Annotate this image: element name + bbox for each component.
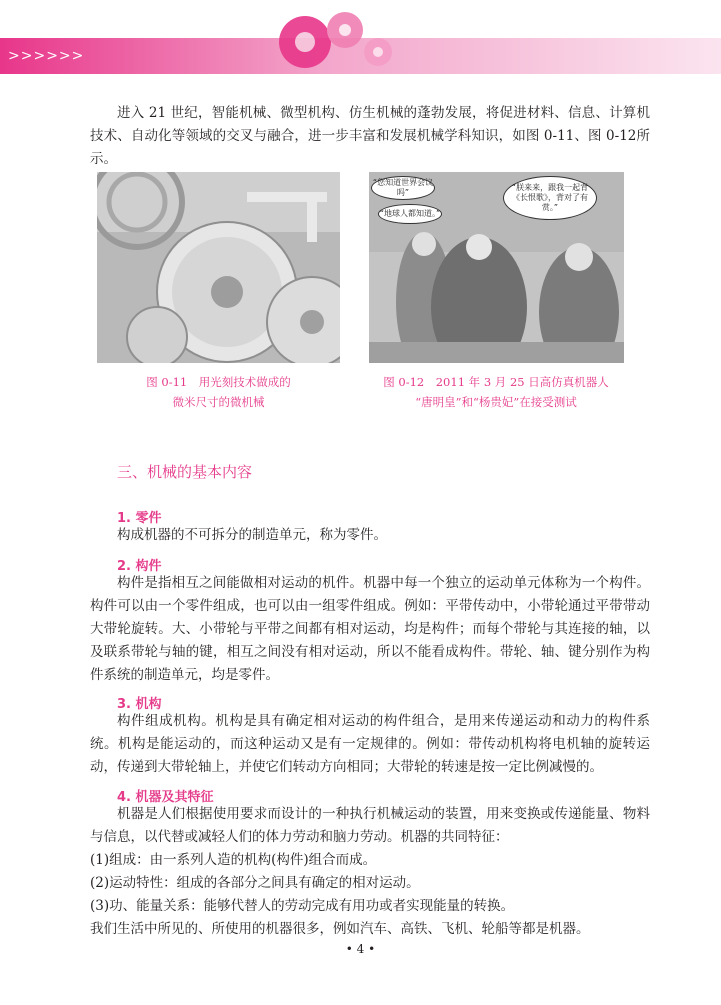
speech-bubble-2: “地球人都知道。” xyxy=(378,204,442,224)
figure-0-12-caption-line1: 图 0-12 2011 年 3 月 25 日高仿真机器人 xyxy=(383,375,609,389)
members-text: 构件是指相互之间能做相对运动的机件。机器中每一个独立的运动单元体称为一个构件。构件可以由一个零件组成，也可以由一组零件组成。例如：平带传动中，小带轮通过平带带动大带轮旋转。大、小带轮与平带之间都有相对运动，均是构件；而每个带轮与其连接的轴，以及联系带轮与轴的键，相互之间没有相对运动，所以不能看成构件。带轮、轴、键分别作为构件系统的制造单元，均是零件。 xyxy=(90,575,650,683)
machine-examples: 我们生活中所见的、所使用的机器很多，例如汽车、高铁、飞机、轮船等都是机器。 xyxy=(90,921,590,937)
speech-bubble-1: “您知道世界会议吗” xyxy=(371,176,435,200)
figure-0-11-caption-line1: 图 0-11 用光刻技术做成的 xyxy=(146,375,291,389)
intro-paragraph: 进入 21 世纪，智能机械、微型机构、仿生机械的蓬勃发展，将促进材料、信息、计算机技术、自动化等领域的交叉与融合，进一步丰富和发展机械学科知识，如图 0-11、图 0-12所示。 xyxy=(90,105,650,167)
machine-feature-2: (2)运动特性：组成的各部分之间具有确定的相对运动。 xyxy=(90,875,420,891)
parts-text: 构成机器的不可拆分的制造单元，称为零件。 xyxy=(117,527,387,543)
machine-text: 机器是人们根据使用要求而设计的一种执行机械运动的装置，用来变换或传递能量、物料与信息，以代替或减轻人们的体力劳动和脑力劳动。机器的共同特征： xyxy=(90,806,650,845)
figure-0-12-caption xyxy=(360,372,632,412)
mechanism-text: 构件组成机构。机构是具有确定相对运动的构件组合，是用来传递运动和动力的构件系统。机构是能运动的，而这种运动又是有一定规律的。例如：带传动机构将电机轴的旋转运动，传递到大带轮轴上，并使它们转动方向相同；大带轮的转速是按一定比例减慢的。 xyxy=(90,713,650,775)
heading-mechanism: 3. 机构 xyxy=(117,697,162,712)
figure-0-11-caption-line2: 微米尺寸的微机械 xyxy=(172,395,265,409)
machine-feature-3: (3)功、能量关系：能够代替人的劳动完成有用功或者实现能量的转换。 xyxy=(90,898,515,914)
page-number: • 4 • xyxy=(345,942,376,956)
header-chevrons: >>>>>> xyxy=(8,48,85,64)
heading-machine: 4. 机器及其特征 xyxy=(117,790,214,805)
header-banner xyxy=(0,0,721,80)
figure-0-11-image xyxy=(97,172,340,363)
section-heading: 三、机械的基本内容 xyxy=(117,463,253,481)
figure-0-12-caption-line2: “唐明皇”和“杨贵妃”在接受测试 xyxy=(415,395,577,409)
speech-bubble-3: “朕来来，跟我一起背《长恨歌》，背对了有赏。” xyxy=(503,176,597,220)
figure-0-11-caption xyxy=(97,372,340,412)
heading-parts: 1. 零件 xyxy=(117,511,162,526)
page-header xyxy=(0,0,721,80)
heading-members: 2. 构件 xyxy=(117,559,162,574)
machine-feature-1: (1)组成：由一系列人造的机构(构件)组合而成。 xyxy=(90,852,377,868)
